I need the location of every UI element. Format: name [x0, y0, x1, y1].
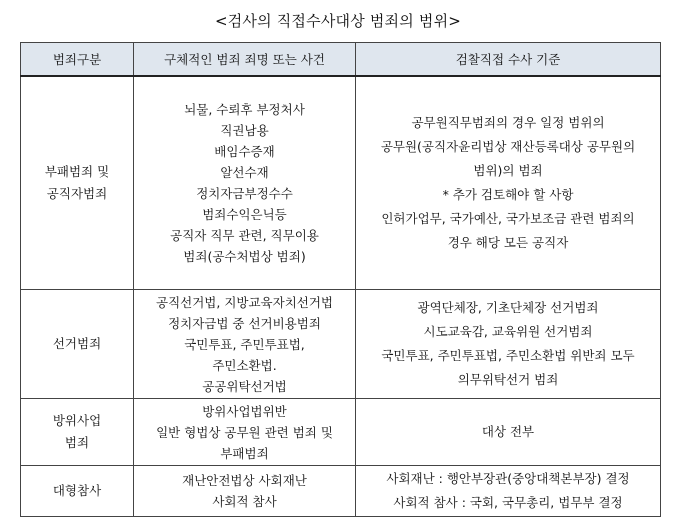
criteria-cell	[356, 76, 661, 290]
criteria-line: 국민투표, 주민투표법, 주민소환법 위반죄 모두	[381, 348, 635, 363]
category-cell	[21, 76, 134, 290]
criteria-line: 인허가업무, 국가예산, 국가보조금 관련 범죄의	[381, 211, 635, 226]
category-line: 선거범죄	[52, 335, 102, 351]
table-row-disaster	[21, 466, 661, 517]
crime-line: 직권남용	[220, 123, 269, 138]
criteria-line: 공무원직무범죄의 경우 일정 범위의	[411, 115, 605, 130]
crimes-cell	[134, 399, 356, 466]
criteria-cell	[356, 290, 661, 399]
crime-line: 공공위탁선거법	[202, 378, 287, 394]
header-category: 범죄구분	[21, 43, 134, 77]
crime-line: 정치자금부정수수	[196, 186, 293, 201]
category-cell	[21, 399, 134, 466]
criteria-line: 시도교육감, 교육위원 선거범죄	[423, 324, 593, 339]
crime-line: 뇌물, 수뢰후 부정처사	[184, 102, 305, 117]
crime-line: 일반 형법상 공무원 관련 범죄 및	[156, 424, 333, 440]
crimes-cell	[134, 76, 356, 290]
crime-line: 정치자금법 중 선거비용범죄	[168, 315, 321, 331]
crime-line: 부패범죄	[220, 445, 269, 461]
crime-line: 재난안전법상 사회재난	[182, 473, 307, 488]
criteria-line: 대상 전부	[481, 424, 535, 439]
criteria-line: 공무원(공직자윤리법상 재산등록대상 공무원의	[380, 139, 636, 154]
crime-line: 방위사업법위반	[202, 403, 287, 419]
table-row-corruption	[21, 76, 661, 290]
crimes-cell	[134, 290, 356, 399]
table-row-defense	[21, 399, 661, 466]
category-cell	[21, 290, 134, 399]
crimes-cell	[134, 466, 356, 517]
crime-line: 배임수증재	[214, 144, 275, 159]
criteria-cell	[356, 399, 661, 466]
crime-scope-table	[20, 42, 661, 517]
crime-line: 주민소환법.	[212, 357, 277, 373]
crime-line: 범죄수익은닉등	[202, 207, 287, 222]
crime-line: 국민투표, 주민투표법,	[184, 336, 305, 352]
header-criteria: 검찰직접 수사 기준	[356, 43, 661, 77]
crime-line: 알선수재	[220, 165, 269, 180]
category-line: 대형참사	[52, 482, 102, 498]
category-line: 부패범죄 및	[44, 163, 110, 179]
criteria-line: 경우 해당 모든 공직자	[447, 235, 569, 250]
category-line: 범죄	[64, 435, 90, 450]
category-cell	[21, 466, 134, 517]
crime-line: 사회적 참사	[212, 494, 277, 509]
crime-line: 공직자 직무 관련, 직무이용	[170, 228, 319, 243]
criteria-line: 사회재난 : 행안부장관(중앙대책본부장) 결정	[386, 471, 630, 486]
criteria-line: 사회적 참사 : 국회, 국무총리, 법무부 결정	[393, 495, 623, 510]
header-crimes: 구체적인 범죄 죄명 또는 사건	[134, 43, 356, 77]
table-row-election	[21, 290, 661, 399]
crime-line: 범죄(공수처법상 범죄)	[183, 249, 306, 264]
criteria-line: * 추가 검토해야 할 사항	[442, 187, 574, 202]
table-header-row	[21, 43, 661, 77]
category-line: 공직자범죄	[46, 186, 108, 201]
criteria-cell	[356, 466, 661, 517]
criteria-line: 광역단체장, 기초단체장 선거범죄	[417, 300, 599, 315]
crime-line: 공직선거법, 지방교육자치선거법	[156, 294, 333, 310]
page-title: <검사의 직접수사대상 범죄의 범위>	[214, 12, 462, 30]
category-line: 방위사업	[52, 412, 102, 428]
criteria-line: 범위)의 범죄	[473, 163, 543, 178]
criteria-line: 의무위탁선거 범죄	[457, 372, 559, 387]
